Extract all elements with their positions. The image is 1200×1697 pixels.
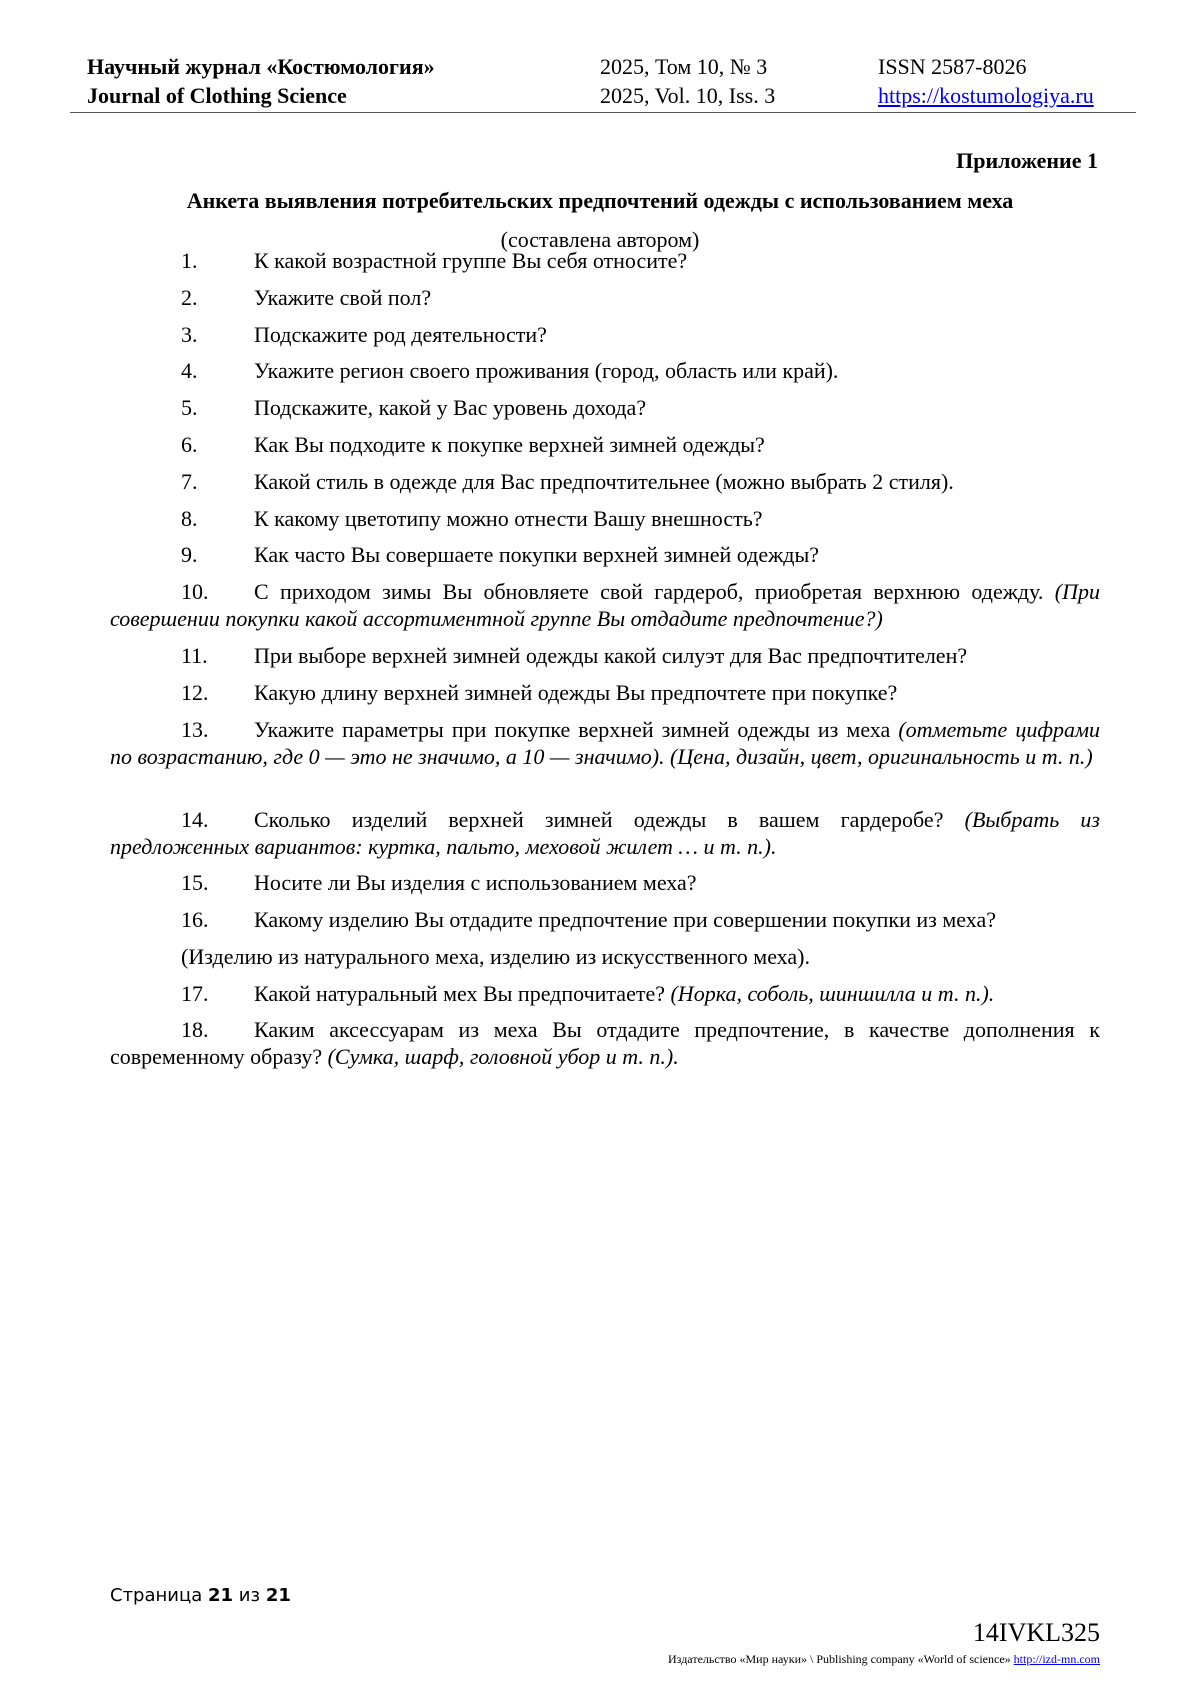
question-hint: (Норка, соболь, шиншилла и т. п.).: [670, 981, 995, 1006]
question-text: Подскажите, какой у Вас уровень дохода?: [254, 395, 647, 420]
question-number: 2.: [181, 285, 198, 310]
question-text: С приходом зимы Вы обновляете свой гардероб, приобретая верхнюю одежду.: [254, 579, 1044, 604]
question-text: При выборе верхней зимней одежды какой силуэт для Вас предпочтителен?: [254, 643, 968, 668]
question-number: 8.: [181, 506, 198, 531]
question-item: [110, 541, 1100, 568]
question-text: Сколько изделий верхней зимней одежды в вашем гардеробе?: [254, 807, 944, 832]
question-item: [110, 1016, 1100, 1070]
question-number: 10.: [181, 579, 209, 604]
question-number: 3.: [181, 322, 198, 347]
questionnaire-title: Анкета выявления потребительских предпочтений одежды с использованием меха: [186, 188, 1014, 213]
question-number: 1.: [181, 248, 198, 273]
question-text: Какой стиль в одежде для Вас предпочтительнее (можно выбрать 2 стиля).: [254, 469, 954, 494]
question-number: 7.: [181, 469, 198, 494]
question-text: Носите ли Вы изделия с использованием меха?: [254, 870, 697, 895]
question-text: Укажите свой пол?: [254, 285, 432, 310]
question-item: [110, 357, 1100, 384]
page-word: Страница: [110, 1585, 203, 1606]
question-item: [110, 578, 1100, 632]
question-number: 17.: [181, 981, 209, 1006]
appendix-label: Приложение 1: [956, 148, 1098, 173]
question-hint: (Выбрать из предложенных вариантов: куртка, пальто, меховой жилет … и т. п.).: [110, 807, 1100, 859]
question-number: 18.: [181, 1017, 209, 1042]
page-of: из: [238, 1585, 261, 1606]
question-item: [110, 642, 1100, 669]
issn-info: [878, 52, 1094, 110]
question-text: Как часто Вы совершаете покупки верхней зимней одежды?: [254, 542, 820, 567]
question-item: [110, 806, 1100, 860]
page-total: 21: [265, 1585, 291, 1606]
question-item: [110, 980, 1100, 1007]
questionnaire-subtitle: (составлена автором): [500, 227, 700, 252]
question-hint: (отметьте цифрами по возрастанию, где 0 — это не значимо, а 10 — значимо). (Цена, дизайн, цвет, оригинальность и т. п.): [110, 717, 1101, 769]
question-item: [110, 247, 1100, 274]
page-header: [70, 52, 1136, 113]
question-number: 4.: [181, 358, 198, 383]
journal-name-ru: Научный журнал «Костюмология»: [87, 54, 435, 79]
question-text: К какому цветотипу можно отнести Вашу внешность?: [254, 506, 763, 531]
question-item: [110, 431, 1100, 458]
journal-name: [87, 52, 435, 110]
question-number: 6.: [181, 432, 198, 457]
question-number: 15.: [181, 870, 209, 895]
publisher-line: [668, 1652, 1100, 1667]
question-text: Какой натуральный мех Вы предпочитаете?: [254, 981, 665, 1006]
issue-ru: 2025, Том 10, № 3: [600, 54, 768, 79]
question-item: [110, 716, 1100, 770]
question-text: Какую длину верхней зимней одежды Вы предпочтете при покупке?: [254, 680, 898, 705]
question-number: 12.: [181, 680, 209, 705]
question-item: [110, 679, 1100, 706]
journal-name-en: Journal of Clothing Science: [87, 83, 347, 108]
question-number: 16.: [181, 907, 209, 932]
question-number: 5.: [181, 395, 198, 420]
question-item: [110, 284, 1100, 311]
question-hint: (Сумка, шарф, головной убор и т. п.).: [327, 1044, 679, 1069]
question-text: Какому изделию Вы отдадите предпочтение при совершении покупки из меха?: [254, 907, 996, 932]
question-text: Подскажите род деятельности?: [254, 322, 547, 347]
article-code: 14IVKL325: [972, 1618, 1100, 1647]
question-text: К какой возрастной группе Вы себя относите?: [254, 248, 688, 273]
page-current: 21: [208, 1585, 234, 1606]
publisher-url-link[interactable]: http://izd-mn.com: [1013, 1652, 1100, 1666]
question-number: 9.: [181, 542, 198, 567]
publisher-name: Издательство «Мир науки» \ Publishing company «World of science»: [668, 1652, 1011, 1666]
question-text: Укажите параметры при покупке верхней зимней одежды из меха: [254, 717, 891, 742]
issn: ISSN 2587-8026: [878, 54, 1027, 79]
issue-info: [600, 52, 775, 110]
question-text: Как Вы подходите к покупке верхней зимней одежды?: [254, 432, 765, 457]
question-item: [110, 869, 1100, 896]
question-item: [110, 321, 1100, 348]
question-item: [110, 468, 1100, 495]
question-item: [110, 505, 1100, 532]
question-number: 11.: [181, 643, 208, 668]
page-counter: [110, 1585, 291, 1606]
question-number: 14.: [181, 807, 209, 832]
question-text: Укажите регион своего проживания (город, область или край).: [254, 358, 839, 383]
issue-en: 2025, Vol. 10, Iss. 3: [600, 83, 776, 108]
question-text: Каким аксессуарам из меха Вы отдадите предпочтение, в качестве дополнения к современному образу?: [110, 1017, 1100, 1069]
question-hint: (При совершении покупки какой ассортиментной группе Вы отдадите предпочтение?): [110, 579, 1100, 631]
question-number: 13.: [181, 717, 209, 742]
question-16-note: (Изделию из натурального меха, изделию из искусственного меха).: [181, 944, 810, 969]
journal-url-link[interactable]: https://kostumologiya.ru: [878, 83, 1094, 108]
question-item: [110, 394, 1100, 421]
question-item: [110, 906, 1100, 933]
